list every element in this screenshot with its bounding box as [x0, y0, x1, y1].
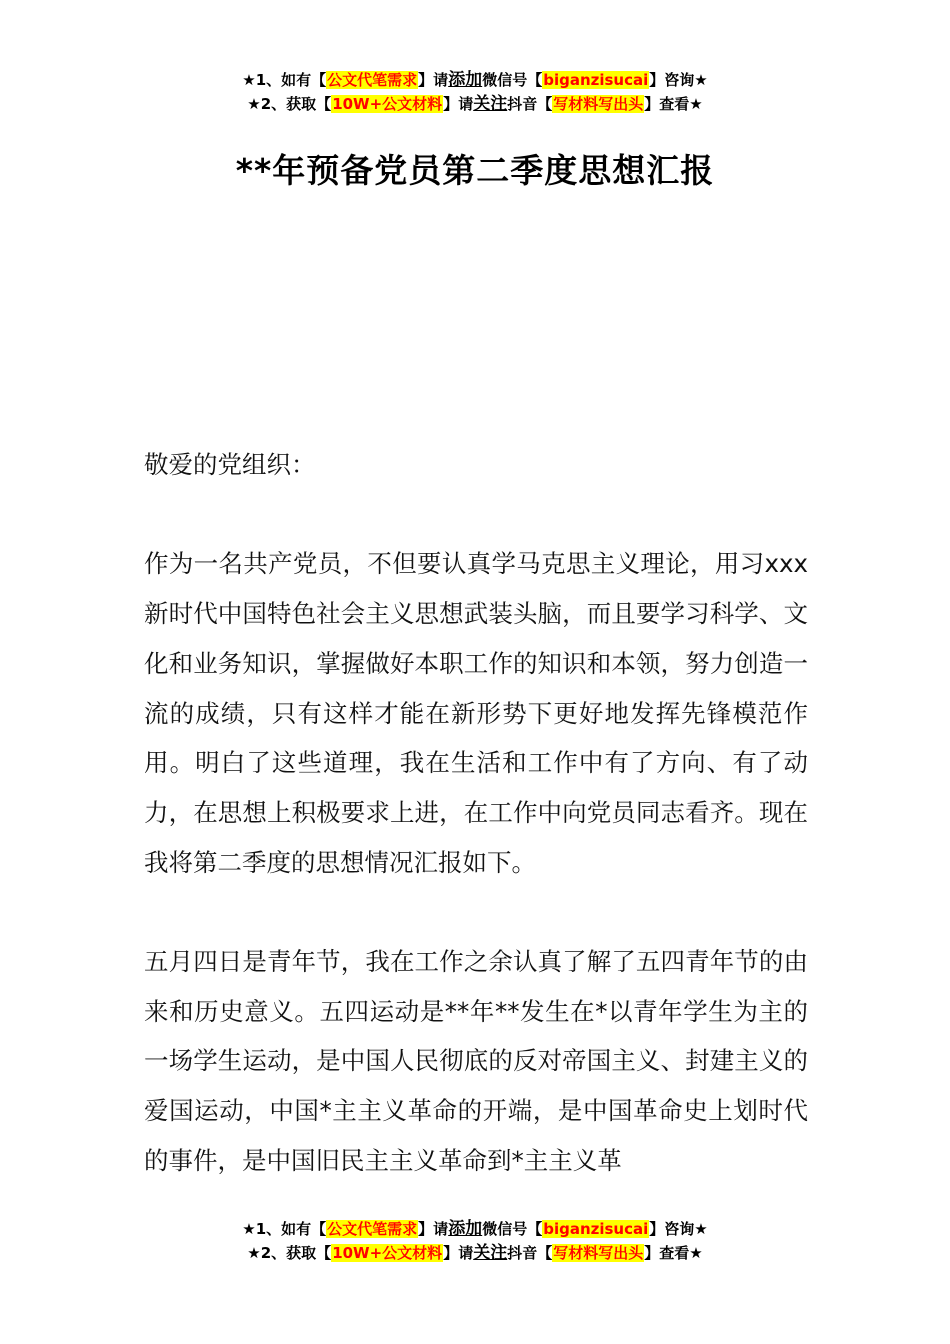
- banner-highlight-materials: 10W+公文材料: [332, 1244, 443, 1262]
- banner-text: ★1、如有【: [242, 71, 327, 89]
- banner-text: 】咨询★: [649, 71, 708, 89]
- banner-highlight-wechat-id[interactable]: biganzisucai: [543, 1220, 649, 1238]
- banner-text: 】查看★: [644, 95, 703, 113]
- banner-text: ★2、获取【: [247, 95, 332, 113]
- banner-text: 】咨询★: [649, 1220, 708, 1238]
- banner-highlight-ghostwriting: 公文代笔需求: [327, 71, 418, 89]
- footer-banner-line-2: [0, 1241, 950, 1265]
- paragraph-2: 五月四日是青年节，我在工作之余认真了解了五四青年节的由来和历史意义。五四运动是**年**发生在*以青年学生为主的一场学生运动，是中国人民彻底的反对帝国主义、封建主义的爱国运动，中国*主主义革命的开端，是中国革命史上划时代的事件，是中国旧民主主义革命到*主主义革: [144, 947, 808, 1175]
- banner-text: 微信号【: [482, 1220, 543, 1238]
- banner-highlight-ghostwriting: 公文代笔需求: [327, 1220, 418, 1238]
- banner-underlined-text: 关注: [473, 1243, 508, 1263]
- document-body: [144, 440, 808, 1235]
- banner-highlight-douyin-account[interactable]: 写材料写出头: [553, 1244, 644, 1262]
- paragraph-1: 作为一名共产党员，不但要认真学马克思主义理论，用习xxx新时代中国特色社会主义思想武装头脑，而且要学习科学、文化和业务知识，掌握做好本职工作的知识和本领，努力创造一流的成绩，只有这样才能在新形势下更好地发挥先锋模范作用。明白了这些道理，我在生活和工作中有了方向、有了动力，在思想上积极要求上进，在工作中向党员同志看齐。现在我将第二季度的思想情况汇报如下。: [144, 549, 808, 877]
- banner-text: 】请: [443, 95, 474, 113]
- banner-text: 】请: [418, 71, 449, 89]
- document-title: **年预备党员第二季度思想汇报: [235, 151, 715, 190]
- banner-underlined-text: 添加: [448, 1219, 483, 1239]
- banner-highlight-materials: 10W+公文材料: [332, 95, 443, 113]
- banner-text: ★1、如有【: [242, 1220, 327, 1238]
- header-banner-line-1: [0, 68, 950, 92]
- banner-text: 】请: [418, 1220, 449, 1238]
- banner-highlight-douyin-account[interactable]: 写材料写出头: [553, 95, 644, 113]
- banner-highlight-wechat-id[interactable]: biganzisucai: [543, 71, 649, 89]
- banner-text: 微信号【: [482, 71, 543, 89]
- banner-text: 】请: [443, 1244, 474, 1262]
- header-banner: [0, 68, 950, 116]
- header-banner-line-2: [0, 92, 950, 116]
- salutation: 敬爱的党组织：: [144, 450, 316, 479]
- banner-underlined-text: 关注: [473, 94, 508, 114]
- footer-banner: [0, 1217, 950, 1265]
- banner-text: ★2、获取【: [247, 1244, 332, 1262]
- footer-banner-line-1: [0, 1217, 950, 1241]
- banner-text: 抖音【: [507, 1244, 553, 1262]
- banner-text: 抖音【: [507, 95, 553, 113]
- banner-text: 】查看★: [644, 1244, 703, 1262]
- banner-underlined-text: 添加: [448, 70, 483, 90]
